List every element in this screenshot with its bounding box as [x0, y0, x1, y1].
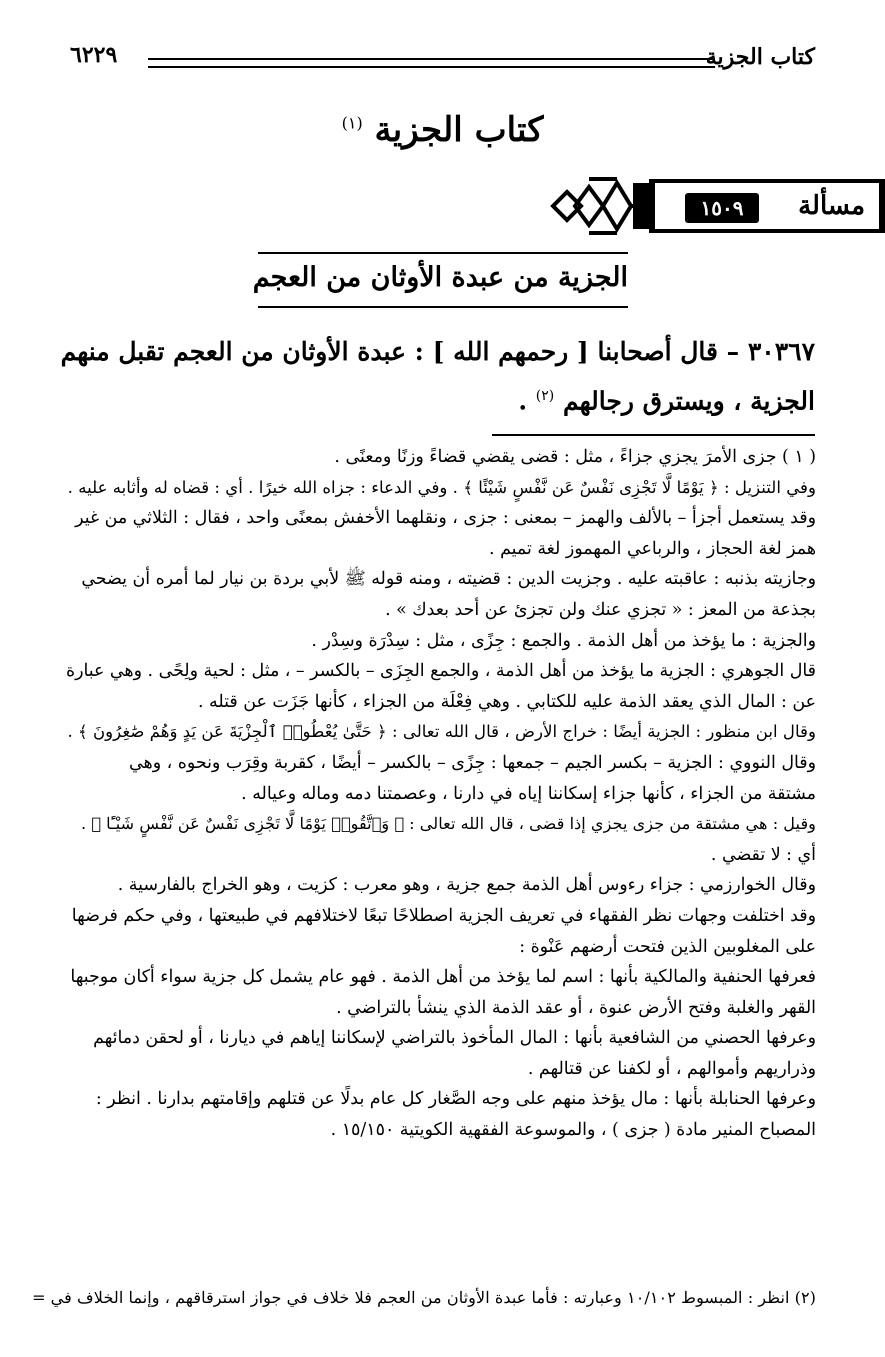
masala-label: مسألة — [798, 191, 865, 221]
footnote-line: وقال النووي : الجزية – بكسر الجيم – جمعها : جِزًى – بالكسر – أيضًا ، كقربة وقِرَب ونحوه ، وهي — [129, 752, 816, 773]
main-paragraph-line: ٣٠٣٦٧ – قال أصحابنا [ رحمهم الله ] : عبدة الأوثان من العجم تقبل منهم — [60, 337, 815, 366]
footnote-line: قال الجوهري : الجزية ما يؤخذ من أهل الذمة ، والجمع الجِزَى – بالكسر – ، مثل : لحية ولِحًى . وهي عبارة — [65, 661, 816, 682]
section-title-bottom-rule — [258, 306, 628, 308]
book-title-footnote-ref: (١) — [341, 113, 363, 133]
masala-banner — [545, 175, 885, 237]
running-header-title: كتاب الجزية — [705, 44, 815, 70]
footnote-line: عن : المال الذي يعقد الذمة عليه للكتابي . وهي فِعْلَة من الجزاء ، كأنها جَزَت عن قتله . — [197, 691, 816, 712]
running-header — [70, 40, 815, 80]
footnote-separator — [492, 434, 815, 436]
section-title — [252, 252, 628, 308]
footnote-line: وعرفها الحنابلة بأنها : مال يؤخذ منهم على وجه الصَّغار كل عام بدلًا عن قتلهم وإقامتهم بدارنا . انظر : — [95, 1089, 816, 1110]
footnote-line: همز لغة الحجاز ، والرباعي المهموز لغة تميم . — [489, 538, 816, 559]
footnote-line: وجازيته بذنبه : عاقبته عليه . وجزيت الدين : قضيته ، ومنه قوله ﷺ لأبي بردة بن نيار لما أمره أن يضحي — [81, 569, 816, 590]
footnote-line: ( ١ ) جزى الأمرَ يجزي جزاءً ، مثل : قضى يقضي قضاءً وزنًا ومعنًى . — [334, 447, 816, 467]
footnote-line: مشتقة من الجزاء ، كأنها جزاء إسكاننا إياه في دارنا ، وعصمتنا دمه وماله وعياله . — [241, 783, 816, 804]
footnote-line: المصباح المنير مادة ( جزى ) ، والموسوعة الفقهية الكويتية ١٥/١٥٠ . — [330, 1120, 816, 1141]
main-paragraph-line: الجزية ، ويسترق رجالهم $^{(٢)}$ . — [518, 386, 815, 416]
section-title-text: الجزية من عبدة الأوثان من العجم — [252, 262, 628, 293]
footnote-line: القهر والغلبة وفتح الأرض عنوة ، أو عقد الذمة الذي ينشأ بالتراضي . — [336, 997, 816, 1018]
masala-box — [649, 179, 885, 233]
page-number: ٦٢٢٩ — [70, 42, 118, 68]
footnote-line: وقد اختلفت وجهات نظر الفقهاء في تعريف الجزية اصطلاحًا تبعًا لاختلافهم في طبيعتها ، وفي حكم فرضها — [71, 905, 816, 926]
book-title — [0, 110, 885, 150]
book-title-text: كتاب الجزية — [374, 110, 544, 150]
footnote-ref: (٢) — [535, 388, 555, 404]
footnote-line: وعرفها الحصني من الشافعية بأنها : المال المأخوذ بالتراضي لإسكاننا إياهم في ديارنا ، أو لحقن دمائهم — [93, 1028, 816, 1049]
footnote-line: وقد يستعمل أجزأ – بالألف والهمز – بمعنى : جزى ، ونقلهما الأخفش بمعنًى واحد ، فقال : الثلاثي من غير — [75, 508, 816, 529]
ornament-icon — [545, 175, 655, 237]
footnote-line: وقال ابن منظور : الجزية أيضًا : خراج الأرض ، قال الله تعالى : ﴿ حَتَّىٰ يُعْطُوا۟ ٱلْجِزْيَةَ عَن يَدٍ وَهُمْ صَٰغِرُونَ ﴾ . — [67, 722, 816, 742]
section-title-top-rule — [258, 252, 628, 254]
footnote-line: على المغلوبين الذين فتحت أرضهم عَنْوة : — [519, 936, 816, 957]
footnote-line: والجزية : ما يؤخذ من أهل الذمة . والجمع : جِزًى ، مثل : سِدْرَة وسِدْر . — [311, 630, 816, 651]
footnote-line: أي : لا تقضي . — [710, 844, 816, 865]
footnote-line: بجذعة من المعز : « تجزي عنك ولن تجزئ عن أحد بعدك » . — [385, 599, 816, 620]
footnote-2: (٢) انظر : المبسوط ١٠/١٠٢ وعبارته : فأما عبدة الأوثان من العجم فلا خلاف في جواز استرقاقهم ، وإنما الخلاف في = — [31, 1288, 816, 1307]
footnote-line: وقال الخوارزمي : جزاء رءوس أهل الذمة جمع جزية ، وهو معرب : كزيت ، وهو الخراج بالفارسية . — [117, 875, 816, 896]
footnote-line: وقيل : هي مشتقة من جزى يجزي إذا قضى ، قال الله تعالى : ﴿ وَٱتَّقُوا۟ يَوْمًا لَّا تَجْزِى نَفْسٌ عَن نَّفْسٍ شَيْـًٔا ﴾ . — [80, 814, 816, 834]
footnote-line: فعرفها الحنفية والمالكية بأنها : اسم لما يؤخذ من أهل الذمة . فهو عام يشمل كل جزية سواء أكان موجبها — [70, 967, 816, 988]
main-paragraph — [60, 330, 815, 423]
footnotes — [64, 442, 816, 1146]
masala-number: ١٥٠٩ — [685, 193, 759, 223]
running-header-rule — [148, 58, 715, 68]
footnote-line: وذراريهم وأموالهم ، أو لكفنا عن قتالهم . — [527, 1058, 816, 1079]
footnote-line: وفي التنزيل : ﴿ يَوْمًا لَّا تَجْزِى نَفْسٌ عَن نَّفْسٍ شَيْئًا ﴾ . وفي الدعاء : جزاه الله خيرًا . أي : قضاه له وأثابه عليه . — [67, 477, 816, 497]
